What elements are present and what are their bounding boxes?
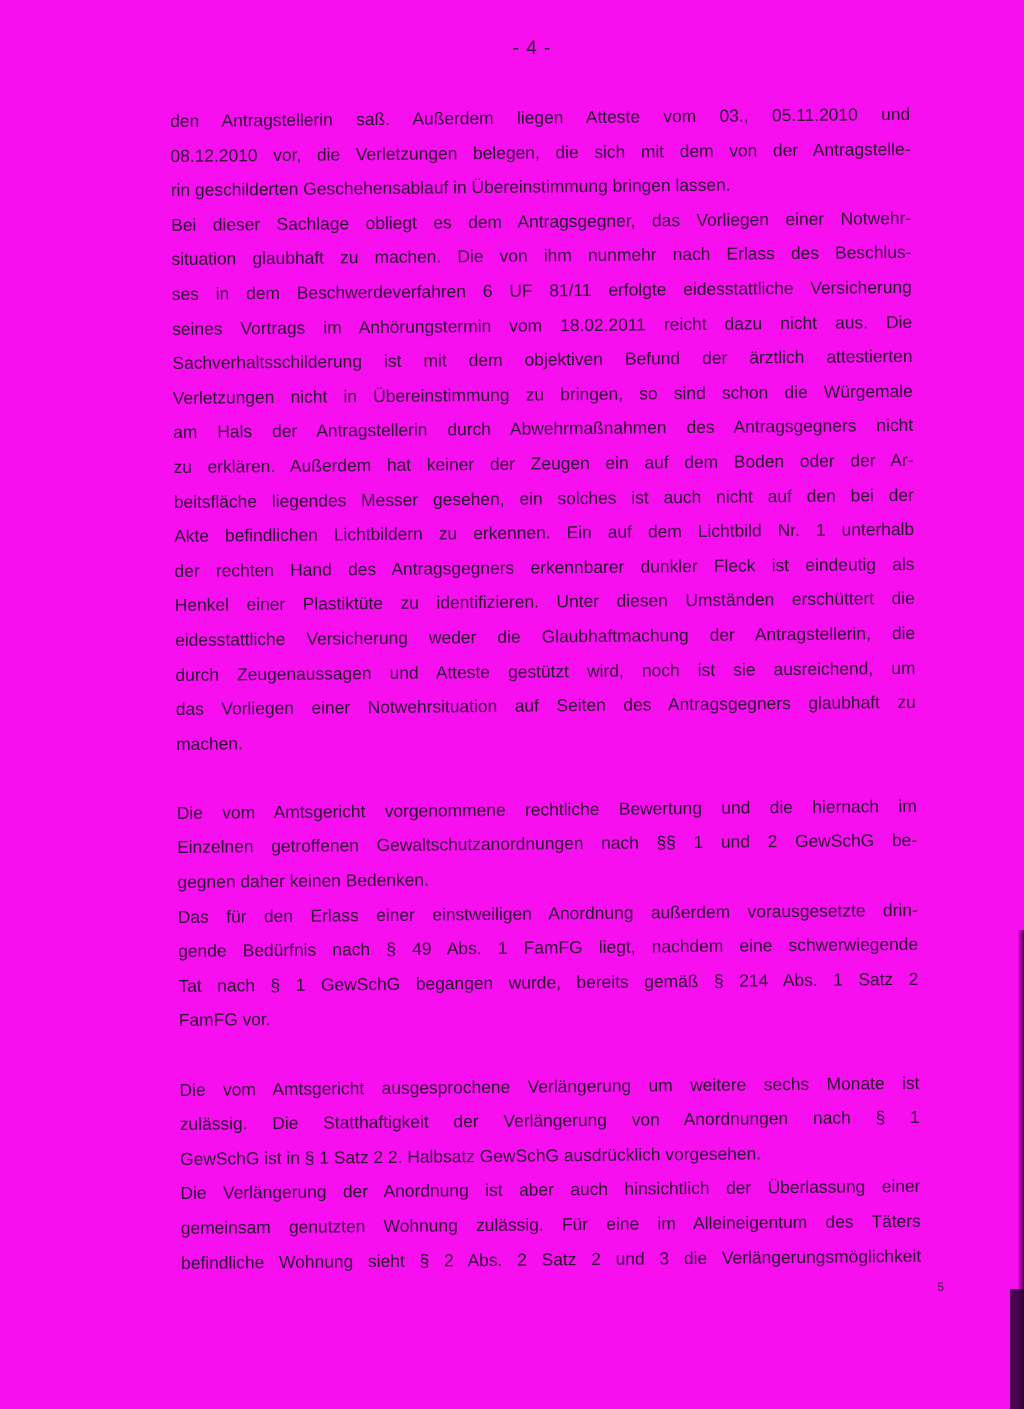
text-line: seines Vortrags im Anhörungstermin vom 18.02.2011 reicht dazu nicht aus. Die [172, 311, 913, 339]
margin-number: 5 [937, 1280, 944, 1294]
text-line: Die vom Amtsgericht vorgenommene rechtliche Bewertung und die hiernach im [176, 795, 917, 823]
text-line: Das für den Erlass einer einstweiligen Anordnung außerdem vorausgesetzte drin- [177, 899, 918, 927]
text-line: Tat nach § 1 GewSchG begangen wurde, bereits gemäß § 214 Abs. 1 Satz 2 [178, 968, 919, 996]
text-line: zu erklären. Außerdem hat keiner der Zeugen ein auf dem Boden oder der Ar- [173, 449, 914, 477]
text-line: Henkel einer Plastiktüte zu identifizieren. Unter diesen Umständen erschüttert die [174, 588, 915, 616]
text-line: machen. [176, 733, 243, 754]
text-line: situation glaubhaft zu machen. Die von ihm nunmehr nach Erlass des Beschlus- [171, 242, 912, 270]
text-line: der rechten Hand des Antragsgegners erkennbarer dunkler Fleck ist eindeutig als [174, 553, 915, 581]
text-line: beitsfläche liegendes Messer gesehen, ein solches ist auch nicht auf den bei der [173, 484, 914, 512]
paragraph [170, 97, 911, 208]
text-line: gegnen daher keinen Bedenken. [177, 869, 429, 893]
text-line: Die vom Amtsgericht ausgesprochene Verlängerung um weitere sechs Monate ist [179, 1072, 920, 1100]
text-line: das Vorliegen einer Notwehrsituation auf Seiten des Antragsgegners glaubhaft zu [175, 691, 916, 720]
text-line: FamFG vor. [178, 1009, 271, 1031]
text-line: Die Verlängerung der Anordnung ist aber auch hinsichtlich der Überlassung einer [180, 1176, 921, 1204]
text-line: rin geschilderten Geschehensablauf in Übereinstimmung bringen lassen. [170, 174, 731, 201]
paragraph [178, 893, 919, 1038]
text-line: Sachverhaltsschilderung ist mit dem objektiven Befund der ärztlich attestierten [172, 346, 913, 374]
text-line: Einzelnen getroffenen Gewaltschutzanordnungen nach §§ 1 und 2 GewSchG be- [177, 830, 918, 858]
text-line: Verletzungen nicht in Übereinstimmung zu bringen, so sind schon die Würgemale [172, 380, 913, 408]
document-body [170, 97, 921, 1280]
text-line: am Hals der Antragstellerin durch Abwehrmaßnahmen des Antragsgegners nicht [173, 415, 914, 443]
paragraph [171, 201, 916, 762]
text-line: eidesstattliche Versicherung weder die Glaubhaftmachung der Antragstellerin, die [175, 622, 916, 650]
text-line: ses in dem Beschwerdeverfahren 6 UF 81/11 erfolgte eidesstattliche Versicherung [171, 276, 912, 304]
text-line: GewSchG ist in § 1 Satz 2 2. Halbsatz GewSchG ausdrücklich vorgesehen. [180, 1143, 762, 1169]
scan-edge-corner [1010, 1289, 1024, 1409]
text-line: Bei dieser Sachlage obliegt es dem Antragsgegner, das Vorliegen einer Notwehr- [171, 207, 912, 235]
text-line: gende Bedürfnis nach § 49 Abs. 1 FamFG liegt, nachdem eine schwerwiegende [178, 934, 919, 962]
paragraph [179, 1065, 920, 1176]
text-line: gemeinsam genutzten Wohnung zulässig. Für eine im Alleineigentum des Täters [180, 1210, 921, 1238]
text-line: durch Zeugenaussagen und Atteste gestützt wird, noch ist sie ausreichend, um [175, 657, 916, 685]
page-number: - 4 - [512, 38, 552, 59]
paragraph [177, 789, 918, 900]
text-line: 08.12.2010 vor, die Verletzungen belegen, die sich mit dem von der Antragstelle- [170, 138, 911, 166]
text-line: Akte befindlichen Lichtbildern zu erkennen. Ein auf dem Lichtbild Nr. 1 unterhalb [174, 519, 915, 547]
text-line: den Antragstellerin saß. Außerdem liegen Atteste vom 03., 05.11.2010 und [170, 103, 911, 131]
text-line: zulässig. Die Statthaftigkeit der Verlängerung von Anordnungen nach § 1 [179, 1107, 920, 1135]
paragraph [180, 1169, 921, 1280]
text-line: befindliche Wohnung sieht § 2 Abs. 2 Satz 2 und 3 die Verlängerungsmöglichkeit [181, 1245, 922, 1273]
